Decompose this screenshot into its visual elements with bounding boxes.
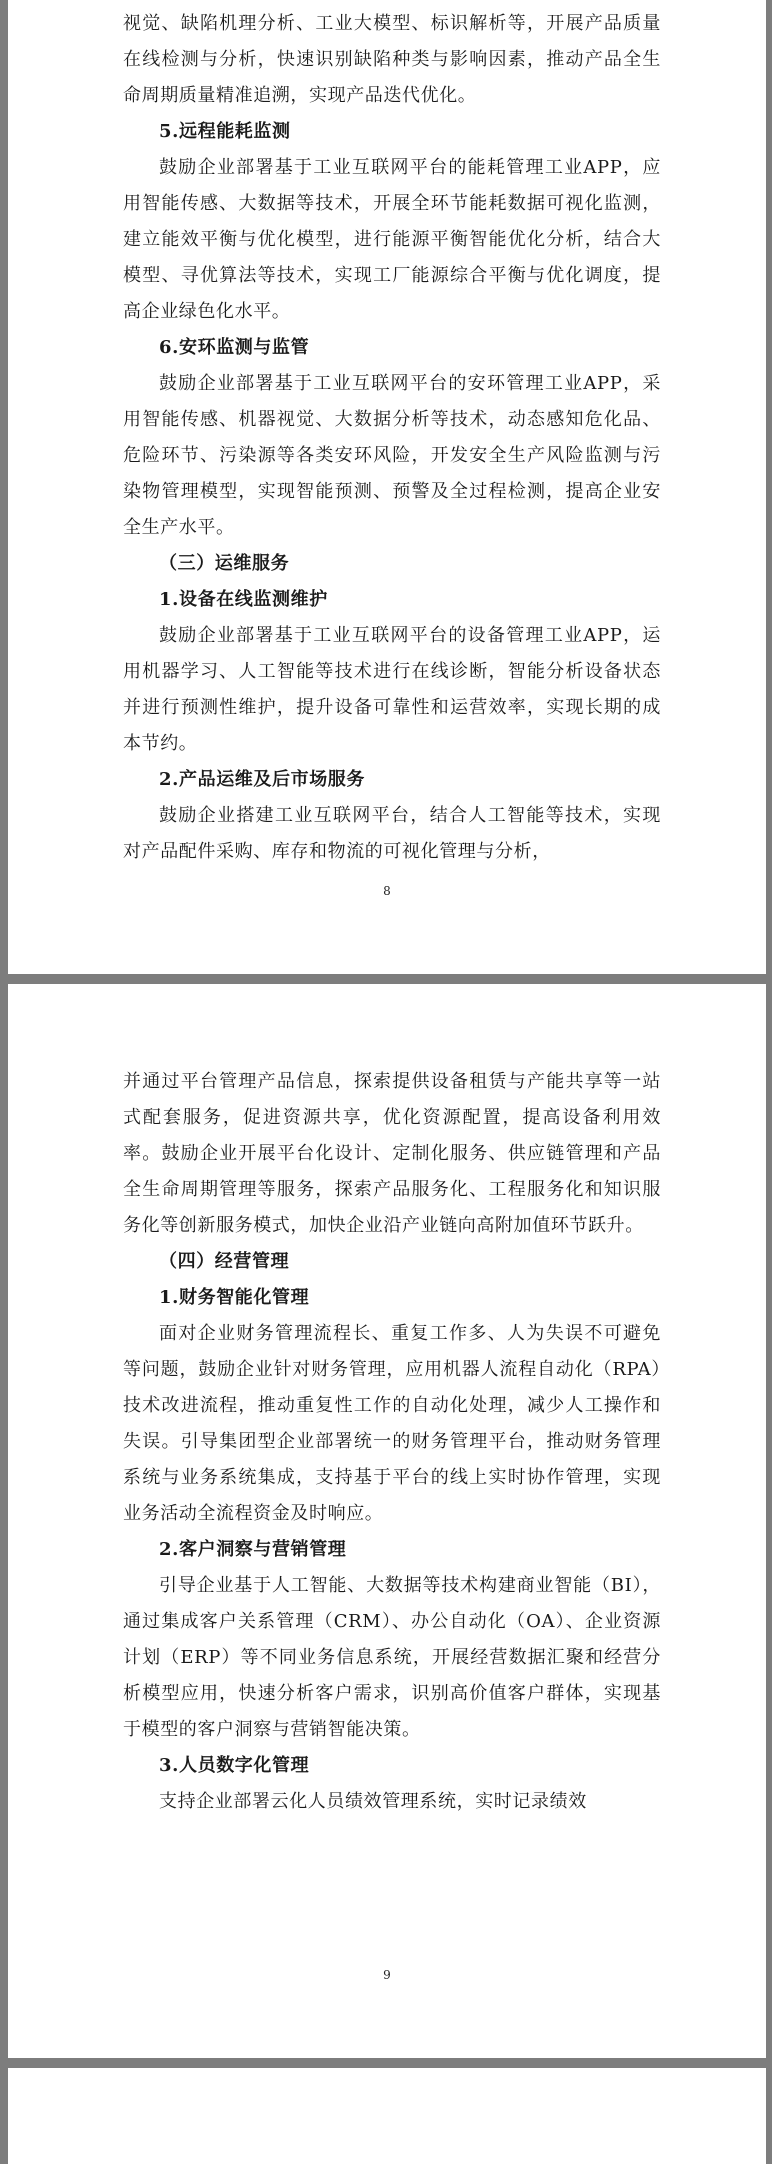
page-number: 8 [383, 884, 391, 898]
heading-product-aftermarket: 2.产品运维及后市场服务 [159, 769, 365, 790]
paragraph-quality-continued: 视觉、缺陷机理分析、工业大模型、标识解析等，开展产品质量在线检测与分析，快速识别缺陷种类与影响因素，推动产品全生命周期质量精准追溯，实现产品迭代优化。 [123, 13, 661, 106]
document-page-8 [8, 0, 766, 974]
heading-safety-environment: 6.安环监测与监管 [159, 337, 310, 358]
heading-business-management: （四）经营管理 [159, 1251, 290, 1272]
paragraph-energy-monitoring: 鼓励企业部署基于工业互联网平台的能耗管理工业APP，应用智能传感、大数据等技术，开展全环节能耗数据可视化监测，建立能效平衡与优化模型，进行能源平衡智能优化分析，结合大模型、寻优算法等技术，实现工厂能源综合平衡与优化调度，提高企业绿色化水平。 [123, 157, 661, 322]
document-page-10 [8, 2068, 766, 2164]
paragraph-safety-environment: 鼓励企业部署基于工业互联网平台的安环管理工业APP，采用智能传感、机器视觉、大数据分析等技术，动态感知危化品、危险环节、污染源等各类安环风险，开发安全生产风险监测与污染物管理模型，实现智能预测、预警及全过程检测，提高企业安全生产水平。 [123, 373, 661, 538]
paragraph-product-aftermarket: 鼓励企业搭建工业互联网平台，结合人工智能等技术，实现对产品配件采购、库存和物流的可视化管理与分析， [123, 805, 661, 862]
paragraph-personnel-management: 支持企业部署云化人员绩效管理系统，实时记录绩效 [159, 1791, 587, 1812]
heading-remote-energy-monitoring: 5.远程能耗监测 [159, 121, 291, 142]
heading-operations-services: （三）运维服务 [159, 553, 290, 574]
paragraph-finance-management: 面对企业财务管理流程长、重复工作多、人为失误不可避免等问题，鼓励企业针对财务管理，应用机器人流程自动化（RPA）技术改进流程，推动重复性工作的自动化处理，减少人工操作和失误。引导集团型企业部署统一的财务管理平台，推动财务管理系统与业务系统集成，支持基于平台的线上实时协作管理，实现业务活动全流程资金及时响应。 [123, 1323, 661, 1524]
paragraph-aftermarket-continued: 并通过平台管理产品信息，探索提供设备租赁与产能共享等一站式配套服务，促进资源共享，优化资源配置，提高设备利用效率。鼓励企业开展平台化设计、定制化服务、供应链管理和产品全生命周期管理等服务，探索产品服务化、工程服务化和知识服务化等创新服务模式，加快企业沿产业链向高附加值环节跃升。 [123, 1071, 661, 1236]
heading-equipment-monitoring: 1.设备在线监测维护 [159, 589, 328, 610]
heading-customer-marketing: 2.客户洞察与营销管理 [159, 1539, 347, 1560]
page-number: 9 [383, 1968, 391, 1982]
page-content [123, 1064, 661, 1820]
heading-personnel-management: 3.人员数字化管理 [159, 1755, 310, 1776]
paragraph-customer-marketing: 引导企业基于人工智能、大数据等技术构建商业智能（BI），通过集成客户关系管理（CRM）、办公自动化（OA）、企业资源计划（ERP）等不同业务信息系统，开展经营数据汇聚和经营分析模型应用，快速分析客户需求，识别高价值客户群体，实现基于模型的客户洞察与营销智能决策。 [123, 1575, 661, 1740]
document-page-9 [8, 984, 766, 2058]
paragraph-equipment-monitoring: 鼓励企业部署基于工业互联网平台的设备管理工业APP，运用机器学习、人工智能等技术进行在线诊断，智能分析设备状态并进行预测性维护，提升设备可靠性和运营效率，实现长期的成本节约。 [123, 625, 661, 754]
heading-finance-management: 1.财务智能化管理 [159, 1287, 310, 1308]
page-content [123, 6, 661, 870]
